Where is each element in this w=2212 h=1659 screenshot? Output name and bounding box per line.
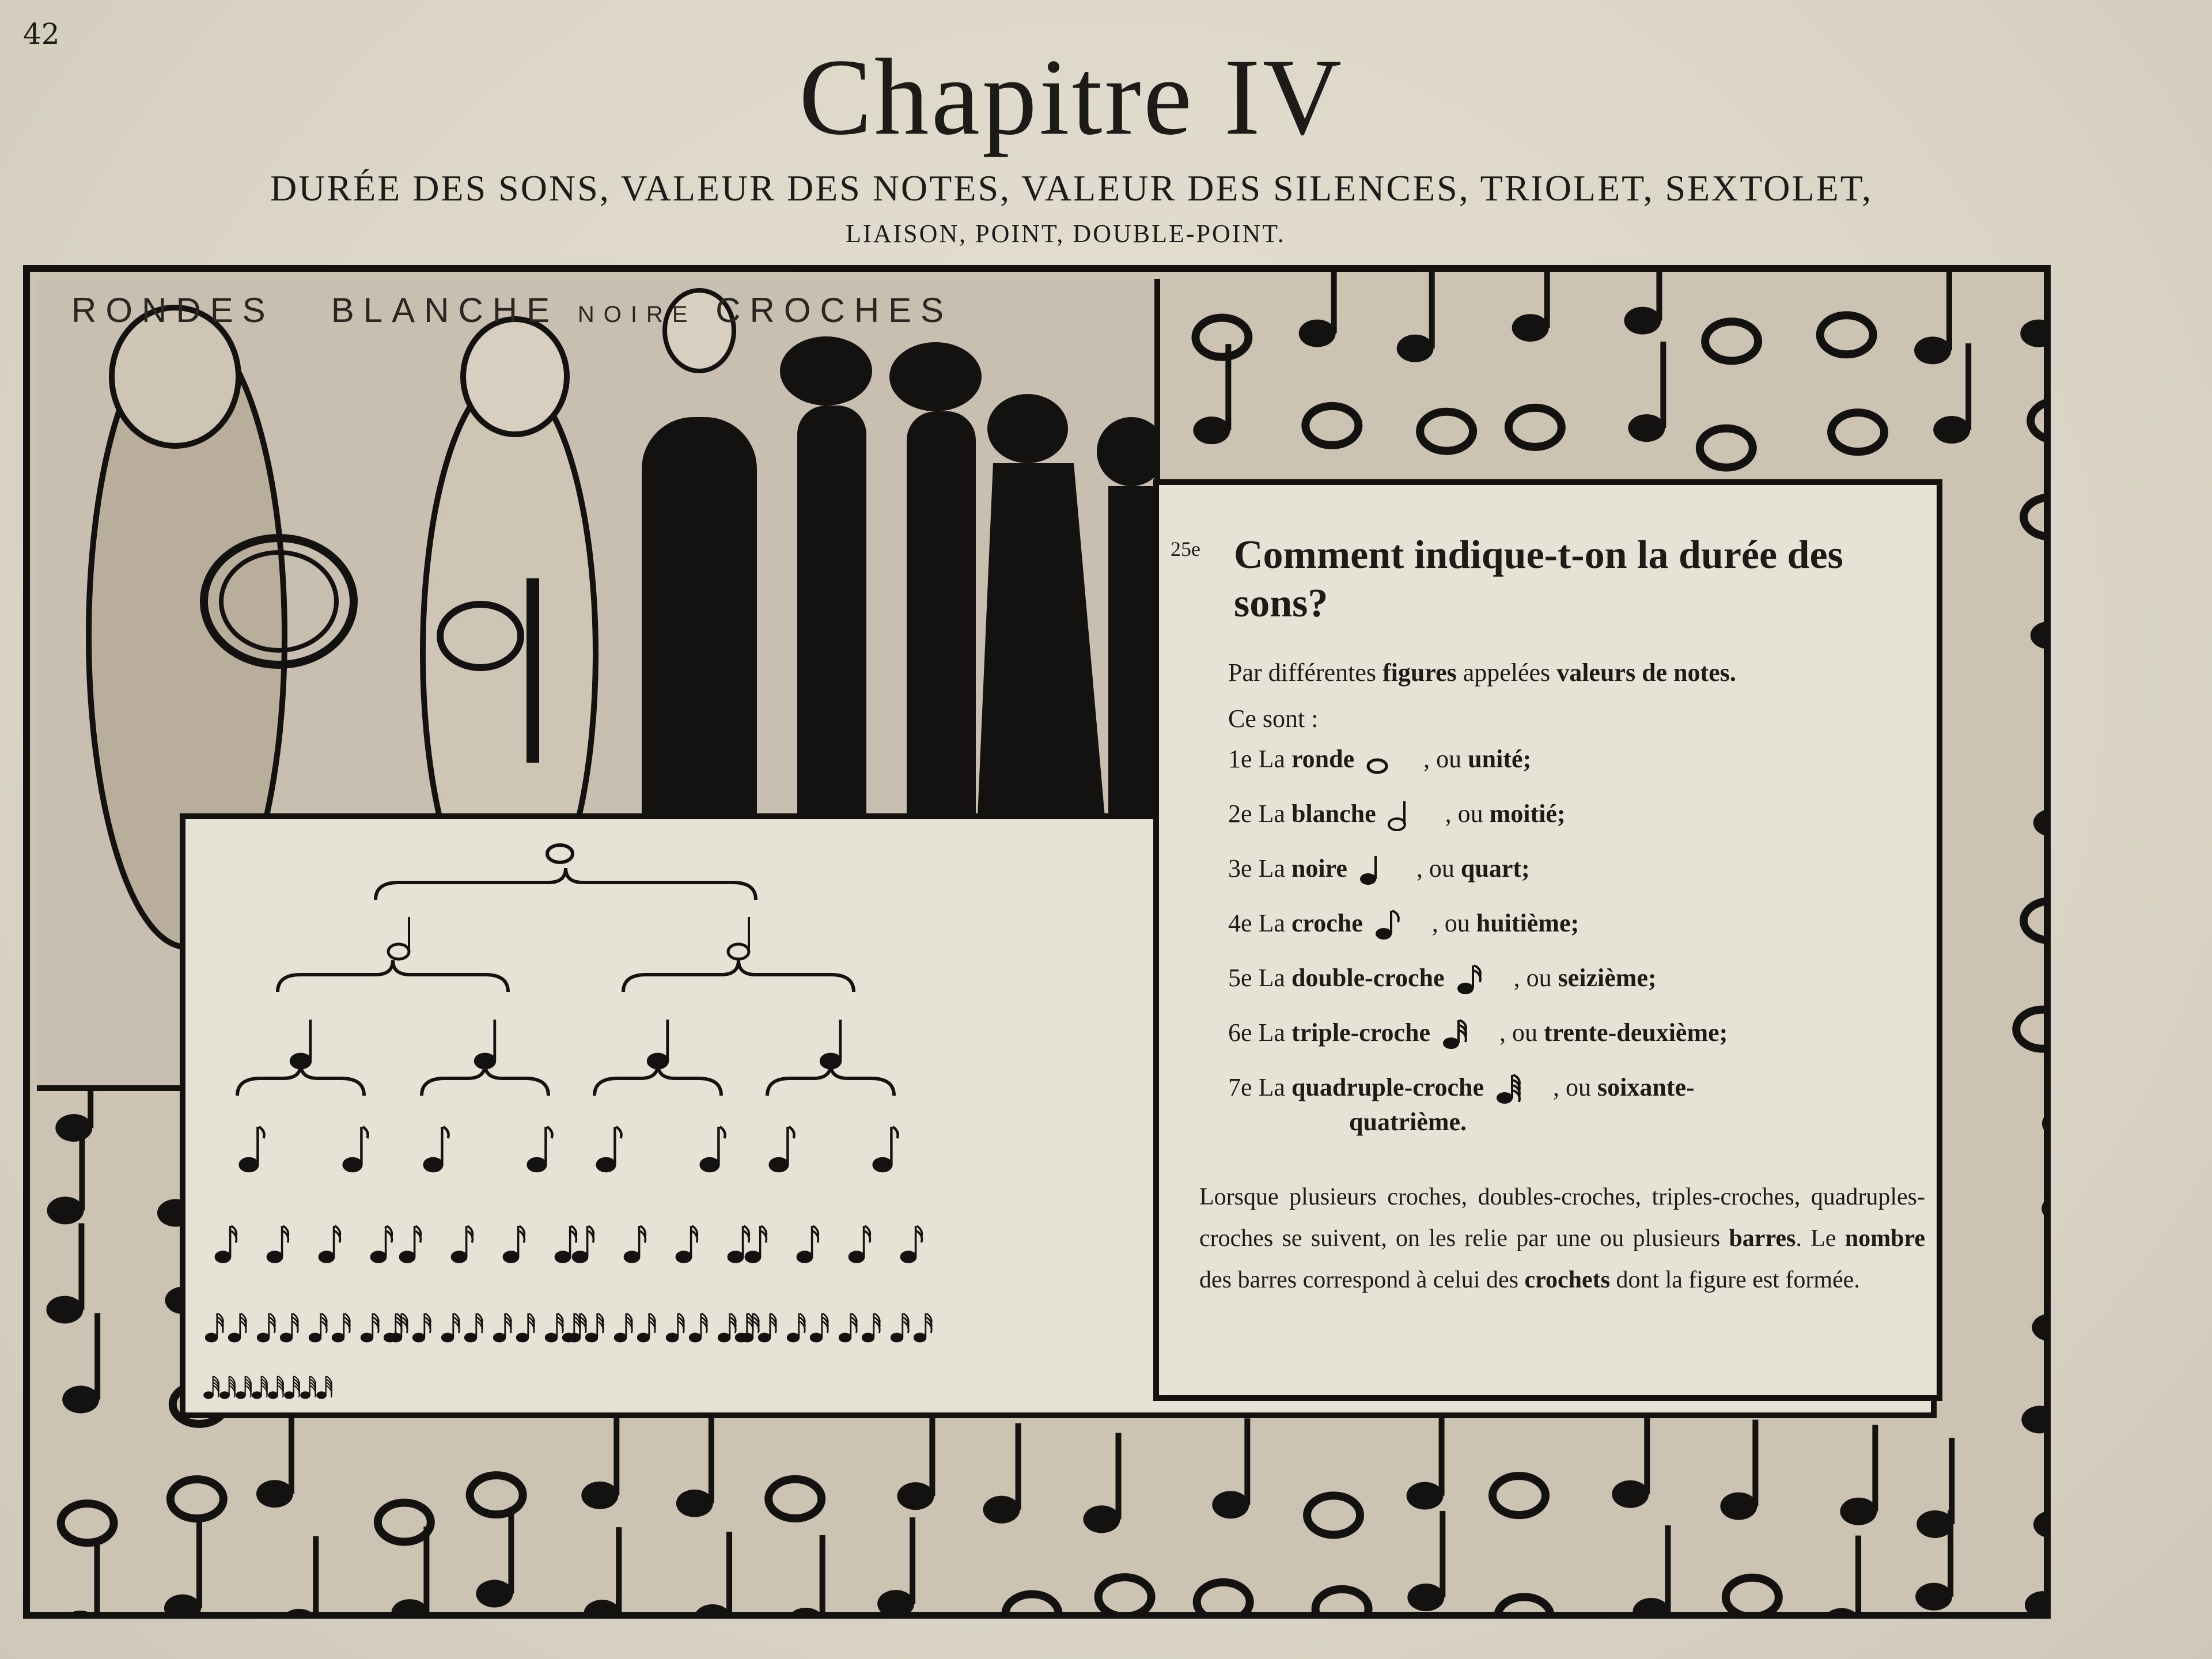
tree-sixteenth-note-stem (281, 1226, 283, 1257)
tree-thirty-second-note (257, 1334, 269, 1342)
tree-thirty-second-note-stem (925, 1313, 926, 1338)
eighth-note-icon (1369, 908, 1415, 943)
tree-sixteenth-note (797, 1252, 812, 1262)
tree-sixty-fourth-note-stem (245, 1376, 246, 1395)
pattern-note (476, 1508, 514, 1608)
quarter-note-icon (1353, 854, 1399, 888)
tree-thirty-second-note-stem (320, 1313, 321, 1338)
tree-thirty-second-note (638, 1334, 649, 1342)
pattern-note (1509, 408, 1562, 447)
pattern-note (1831, 412, 1884, 452)
item-number: 2e (1228, 800, 1252, 828)
item-prefix: La (1258, 745, 1291, 774)
item-value: quart; (1460, 854, 1530, 883)
tree-thirty-second-note-stem (902, 1313, 903, 1338)
pattern-note (787, 1535, 825, 1612)
tree-brace-level-3 (237, 1064, 364, 1096)
tree-eighth-note-flag (789, 1127, 794, 1138)
tree-thirty-second-note-stem (556, 1313, 558, 1338)
tree-sixty-fourth-note-stem (277, 1376, 278, 1395)
pattern-note (164, 1522, 202, 1612)
tree-thirty-second-note-stem (769, 1313, 771, 1338)
tree-eighth-note-stem (613, 1127, 616, 1165)
page-number: 42 (23, 17, 60, 51)
note-value-item (1228, 963, 1657, 998)
tree-sixteenth-note-stem (759, 1226, 762, 1257)
tree-sixteenth-note-stem (333, 1226, 335, 1257)
tree-eighth-note-flag (259, 1127, 264, 1138)
pattern-note (1612, 1408, 1650, 1508)
tree-thirty-second-note (810, 1334, 822, 1342)
tree-sixty-fourth-note-stem (309, 1376, 310, 1395)
tree-thirty-second-note (281, 1334, 292, 1342)
pattern-note (2024, 901, 2044, 940)
pattern-note (584, 1527, 622, 1612)
note-value-item (1228, 1018, 1728, 1052)
pattern-note (1212, 1418, 1250, 1518)
answer-intro-bold-1: figures (1382, 658, 1457, 687)
tree-sixteenth-note (555, 1252, 570, 1262)
pattern-note (897, 1410, 935, 1510)
tree-thirty-second-note-stem (239, 1313, 241, 1338)
item-separator: , ou (1445, 800, 1490, 828)
tree-quarter-note-stem (309, 1020, 312, 1061)
pattern-note (1299, 272, 1337, 347)
pattern-note (1197, 1582, 1250, 1612)
thirty-second-note-icon (1436, 1018, 1482, 1052)
tree-thirty-second-note-stem (291, 1313, 293, 1338)
tree-thirty-second-note (690, 1334, 701, 1342)
tree-sixteenth-note-stem (414, 1226, 416, 1257)
item-separator: , ou (1553, 1073, 1598, 1102)
tree-sixteenth-note-stem (863, 1226, 865, 1257)
answer-intro-part-2: appelées (1456, 658, 1557, 687)
pattern-note (1720, 1420, 1758, 1520)
tree-eighth-note (701, 1158, 719, 1171)
item-separator: , ou (1423, 745, 1468, 774)
tree-half-note (388, 944, 409, 959)
pattern-note (2033, 736, 2044, 836)
pattern-note (1316, 1589, 1369, 1612)
sixty-fourth-note-icon (1490, 1073, 1536, 1107)
pattern-note (281, 1536, 319, 1612)
pattern-note (378, 1503, 431, 1542)
pattern-note (1099, 1577, 1152, 1612)
item-name: croche (1291, 909, 1363, 938)
tree-sixty-fourth-note-stem (325, 1376, 327, 1395)
tree-thirty-second-note-stem (700, 1313, 702, 1338)
tree-thirty-second-note (787, 1334, 799, 1342)
tree-brace-level-3 (767, 1064, 894, 1096)
tree-sixty-fourth-note-stem (229, 1376, 230, 1395)
tree-thirty-second-note-stem (423, 1313, 425, 1338)
tree-thirty-second-note (413, 1334, 425, 1342)
pattern-note (1493, 1476, 1546, 1515)
tree-eighth-note-stem (786, 1127, 789, 1165)
tree-thirty-second-note-stem (798, 1313, 800, 1338)
item-value: huitième; (1476, 909, 1580, 938)
pattern-note (768, 1479, 821, 1518)
pattern-note (1307, 1495, 1360, 1535)
tree-eighth-note-stem (441, 1127, 443, 1165)
tree-sixty-fourth-note (204, 1392, 213, 1399)
tree-sixty-fourth-note-stem (293, 1376, 294, 1395)
chapter-title: Chapitre IV (798, 37, 1344, 158)
tree-sixty-fourth-note (317, 1392, 325, 1399)
tree-eighth-note-stem (717, 1127, 719, 1165)
tree-sixteenth-note (624, 1252, 639, 1262)
tree-sixteenth-note (267, 1252, 282, 1262)
tree-eighth-note (344, 1158, 362, 1171)
tree-sixteenth-note (728, 1252, 743, 1262)
tree-sixteenth-note-stem (915, 1226, 917, 1257)
illustration-labels (71, 290, 953, 330)
tree-sixteenth-note-stem (385, 1226, 387, 1257)
tree-thirty-second-note-stem (850, 1313, 851, 1338)
tree-sixteenth-note (849, 1252, 863, 1262)
item-name: noire (1291, 854, 1347, 883)
closing-bold-3: crochets (1524, 1267, 1610, 1293)
pattern-note (1498, 1597, 1551, 1612)
pattern-note (1914, 272, 1952, 364)
tree-sixteenth-note (573, 1252, 587, 1262)
tree-sixty-fourth-note-stem (213, 1376, 214, 1395)
tree-eighth-note-flag (444, 1127, 449, 1138)
tree-thirty-second-note-stem (573, 1313, 575, 1338)
tree-sixteenth-note (319, 1252, 334, 1262)
item-prefix: La (1258, 800, 1291, 828)
closing-bold-2: nombre (1844, 1225, 1925, 1252)
note-value-item (1228, 1073, 1695, 1107)
item-prefix: La (1258, 909, 1291, 938)
pattern-note (1005, 1594, 1058, 1612)
label-rondes: RONDES (71, 291, 275, 329)
question-number: 25e (1171, 537, 1200, 560)
tree-sixteenth-note (901, 1252, 915, 1262)
tree-eighth-note-flag (893, 1127, 898, 1138)
pattern-note (1397, 272, 1435, 362)
closing-part-1: Lorsque plusieurs croches, doubles-croches, triples-croches, quadruples-croches se suivent, on les relie par une ou plusieurs (1199, 1184, 1925, 1252)
illustrated-frame (23, 265, 2051, 1619)
label-noire: NOIRE (577, 302, 697, 327)
item-prefix: La (1258, 1018, 1291, 1047)
closing-bold-1: barres (1729, 1225, 1796, 1252)
pattern-note (1407, 1410, 1445, 1510)
tree-thirty-second-note (891, 1334, 903, 1342)
sixteenth-note-icon (1450, 963, 1497, 998)
pattern-note (1624, 272, 1662, 335)
pattern-note (1195, 318, 1248, 357)
note-value-item (1228, 744, 1531, 779)
pattern-note (1420, 412, 1473, 451)
tree-thirty-second-note (546, 1334, 557, 1342)
pattern-note (1084, 1433, 1122, 1533)
item-number: 7e (1228, 1073, 1252, 1102)
tree-thirty-second-note-stem (821, 1313, 823, 1338)
pattern-note (470, 1475, 523, 1514)
tree-thirty-second-note (586, 1334, 597, 1342)
tree-quarter-note-stem (839, 1020, 842, 1061)
tree-thirty-second-note (309, 1334, 321, 1342)
pattern-note (694, 1532, 732, 1612)
item-number: 1e (1228, 745, 1252, 774)
tree-sixteenth-note (676, 1252, 691, 1262)
pattern-note (61, 1503, 114, 1543)
tree-eighth-note-stem (544, 1127, 547, 1165)
note-value-item (1228, 799, 1566, 834)
tree-sixteenth-note (400, 1252, 414, 1262)
closing-part-3: des barres correspond à celui des (1199, 1267, 1525, 1293)
pattern-note (1305, 406, 1358, 445)
tree-thirty-second-note-stem (372, 1313, 373, 1338)
label-blanche: BLANCHE (331, 291, 559, 329)
answer-intro-part-1: Par différentes (1228, 658, 1382, 687)
tree-thirty-second-note-stem (216, 1313, 218, 1338)
tree-quarter-note-stem (493, 1020, 496, 1061)
tree-thirty-second-note (332, 1334, 344, 1342)
question-panel (1153, 479, 1942, 1401)
pattern-note (2033, 1438, 2044, 1538)
tree-thirty-second-note (736, 1334, 747, 1342)
tree-sixteenth-note-stem (811, 1226, 813, 1257)
tree-sixty-fourth-note-stem (261, 1376, 262, 1395)
tree-thirty-second-note (494, 1334, 505, 1342)
pattern-note (1512, 272, 1550, 342)
item-prefix: La (1258, 964, 1291, 993)
item-name: blanche (1291, 800, 1376, 828)
tree-sixteenth-note-stem (638, 1226, 641, 1257)
whole-note-icon (1360, 744, 1406, 779)
tree-eighth-note (770, 1158, 788, 1171)
tree-brace-level-1 (376, 868, 756, 900)
tree-thirty-second-note-stem (475, 1313, 477, 1338)
note-value-item-continuation (1349, 1107, 1467, 1137)
item-separator: , ou (1513, 964, 1558, 993)
tree-thirty-second-note-stem (648, 1313, 650, 1338)
item-value: seizième; (1558, 964, 1657, 993)
tree-thirty-second-note-stem (873, 1313, 874, 1338)
tree-thirty-second-note-stem (400, 1313, 402, 1338)
tree-thirty-second-note-stem (343, 1313, 344, 1338)
item-separator: , ou (1431, 909, 1476, 938)
tree-thirty-second-note (563, 1334, 574, 1342)
tree-thirty-second-note-stem (625, 1313, 627, 1338)
tree-eighth-note-flag (547, 1127, 552, 1138)
tree-sixty-fourth-note (220, 1392, 229, 1399)
tree-sixty-fourth-note (252, 1392, 261, 1399)
tree-sixteenth-note (371, 1252, 385, 1262)
pattern-note (2032, 1241, 2044, 1341)
item-number: 6e (1228, 1018, 1252, 1047)
item-value: moitié; (1489, 800, 1566, 828)
note-value-item (1228, 908, 1579, 943)
item-separator: , ou (1499, 1018, 1544, 1047)
tree-thirty-second-note-stem (677, 1313, 679, 1338)
closing-paragraph (1199, 1176, 1925, 1301)
item-name: triple-croche (1291, 1018, 1431, 1047)
pattern-note (2041, 1122, 2044, 1222)
tree-thirty-second-note (442, 1334, 453, 1342)
pattern-note (1700, 429, 1753, 468)
pattern-note (1840, 1425, 1878, 1525)
tree-sixty-fourth-note (268, 1392, 277, 1399)
pattern-note (1628, 342, 1666, 442)
tree-eighth-note-flag (363, 1127, 368, 1138)
pattern-note (676, 1417, 714, 1517)
half-note-icon (1382, 799, 1428, 834)
tree-sixty-fourth-note (301, 1392, 309, 1399)
pattern-note (1407, 1511, 1445, 1611)
tree-thirty-second-note (666, 1334, 678, 1342)
question-text: Comment indique-t-on la durée des sons? (1234, 533, 1843, 626)
pattern-note (877, 1517, 915, 1612)
tree-half-note-stem (408, 917, 410, 952)
tree-thirty-second-note-stem (504, 1313, 506, 1338)
pattern-note (46, 1224, 84, 1324)
tree-thirty-second-note-stem (268, 1313, 270, 1338)
tree-half-note-stem (748, 917, 750, 952)
tree-sixteenth-note (503, 1252, 518, 1262)
item-number: 5e (1228, 964, 1252, 993)
tree-eighth-note (425, 1158, 442, 1171)
tree-thirty-second-note (465, 1334, 476, 1342)
tree-sixty-fourth-note (236, 1392, 245, 1399)
tree-thirty-second-note (839, 1334, 851, 1342)
tree-eighth-note (528, 1158, 546, 1171)
item-value: unité; (1468, 745, 1532, 774)
tree-brace-level-2a (278, 960, 508, 992)
tree-sixteenth-note-stem (569, 1226, 571, 1257)
tree-thirty-second-note-stem (452, 1313, 454, 1338)
pattern-note (2021, 1333, 2044, 1433)
tree-thirty-second-note-stem (527, 1313, 529, 1338)
closing-part-2: . Le (1796, 1225, 1845, 1252)
item-number: 3e (1228, 854, 1252, 883)
tree-thirty-second-note-stem (596, 1313, 598, 1338)
answer-intro-bold-2: valeurs de notes. (1556, 658, 1736, 687)
tree-thirty-second-note (914, 1334, 926, 1342)
item-name: ronde (1291, 745, 1355, 774)
tree-eighth-note (874, 1158, 892, 1171)
tree-eighth-note-flag (616, 1127, 622, 1138)
tree-sixteenth-note (215, 1252, 230, 1262)
item-separator: , ou (1416, 854, 1461, 883)
tree-brace-level-2b (623, 960, 854, 992)
answer-intro (1228, 658, 1931, 687)
pattern-note (581, 1409, 619, 1509)
tree-thirty-second-note-stem (729, 1313, 730, 1338)
tree-sixteenth-note (452, 1252, 466, 1262)
pattern-note (1820, 315, 1873, 354)
tree-eighth-note (597, 1158, 615, 1171)
item-prefix: La (1258, 1073, 1291, 1102)
tree-sixteenth-note-stem (517, 1226, 520, 1257)
label-croches: CROCHES (715, 291, 953, 329)
tree-brace-level-3 (594, 1064, 721, 1096)
tree-eighth-note-flag (720, 1127, 725, 1138)
tree-thirty-second-note (390, 1334, 402, 1342)
tree-eighth-note (240, 1158, 258, 1171)
pattern-note (1705, 321, 1758, 361)
tree-thirty-second-note (759, 1334, 770, 1342)
item-prefix: La (1258, 854, 1291, 883)
item-value: soixante- (1597, 1073, 1695, 1102)
tree-quarter-note-stem (666, 1020, 669, 1061)
pattern-note (2024, 497, 2044, 536)
tree-sixteenth-note (745, 1252, 760, 1262)
tree-thirty-second-note (517, 1334, 528, 1342)
tree-eighth-note-stem (360, 1127, 362, 1165)
item-number: 4e (1228, 909, 1252, 938)
pattern-note (983, 1423, 1021, 1524)
pattern-note (2031, 549, 2044, 649)
pattern-note (171, 1479, 224, 1518)
tree-sixteenth-note-stem (586, 1226, 589, 1257)
tree-sixteenth-note-stem (229, 1226, 232, 1257)
tree-sixty-fourth-note (285, 1392, 293, 1399)
pattern-note (2031, 401, 2044, 440)
tree-thirty-second-note (615, 1334, 626, 1342)
tree-half-note (728, 944, 749, 959)
pattern-note (1823, 1536, 1861, 1612)
pattern-note (2016, 1010, 2044, 1049)
pattern-note (1633, 1525, 1671, 1612)
tree-thirty-second-note (718, 1334, 730, 1342)
tree-thirty-second-note-stem (746, 1313, 748, 1338)
tree-sixteenth-note-stem (742, 1226, 744, 1257)
item-value-continued: quatrième. (1349, 1108, 1467, 1136)
tree-eighth-note-stem (256, 1127, 259, 1165)
tree-thirty-second-note (229, 1334, 240, 1342)
pattern-note (62, 1538, 100, 1612)
tree-brace-level-3 (422, 1064, 548, 1096)
tree-sixteenth-note-stem (690, 1226, 692, 1257)
chapter-subtitle-line-2: LIAISON, POINT, DOUBLE-POINT. (846, 219, 1286, 248)
tree-thirty-second-note (361, 1334, 373, 1342)
pattern-note (1726, 1578, 1779, 1612)
pattern-note (62, 1313, 100, 1414)
chapter-subtitle-line-1: DURÉE DES SONS, VALEUR DES NOTES, VALEUR DES SILENCES, TRIOLET, SEXTOLET, (270, 168, 1873, 209)
tree-thirty-second-note (862, 1334, 874, 1342)
tree-thirty-second-note (206, 1334, 217, 1342)
tree-whole-note (547, 845, 573, 862)
item-name: double-croche (1291, 964, 1445, 993)
tree-sixteenth-note-stem (465, 1226, 468, 1257)
pattern-note (2020, 272, 2044, 347)
note-value-item (1228, 854, 1530, 888)
item-value: trente-deuxième; (1544, 1018, 1728, 1047)
item-name: quadruple-croche (1291, 1073, 1484, 1102)
tree-eighth-note-stem (890, 1127, 892, 1165)
closing-part-4: dont la figure est formée. (1609, 1267, 1860, 1293)
ce-sont-label: Ce sont : (1228, 704, 1319, 733)
pattern-note (256, 1407, 294, 1508)
